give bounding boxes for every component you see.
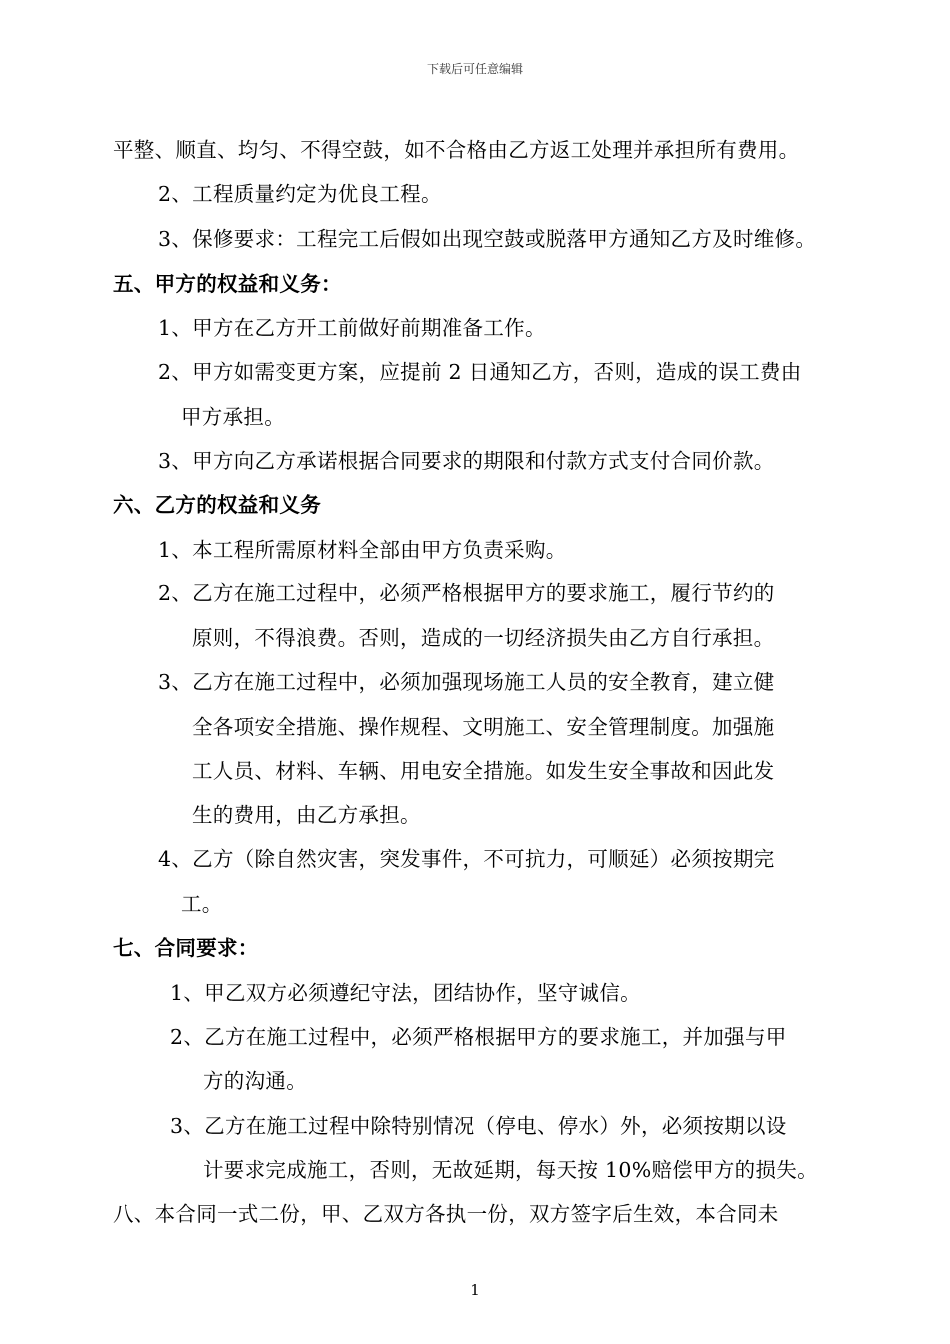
list-item-continuation: 原则，不得浪费。否则，造成的一切经济损失由乙方自行承担。 (192, 626, 775, 650)
list-item: 1、甲方在乙方开工前做好前期准备工作。 (158, 316, 546, 340)
section-heading: 六、乙方的权益和义务 (113, 493, 321, 517)
list-item: 3、甲方向乙方承诺根据合同要求的期限和付款方式支付合同价款。 (158, 449, 775, 473)
list-item-continuation: 甲方承担。 (181, 405, 285, 429)
list-item: 2、乙方在施工过程中，必须严格根据甲方的要求施工，并加强与甲 (170, 1025, 787, 1049)
list-item: 1、甲乙双方必须遵纪守法，团结协作，坚守诚信。 (170, 981, 641, 1005)
list-item: 3、乙方在施工过程中除特别情况（停电、停水）外，必须按期以设 (170, 1114, 787, 1138)
section-heading: 五、甲方的权益和义务： (113, 272, 342, 296)
section-heading: 七、合同要求： (113, 936, 259, 960)
paragraph-line: 八、本合同一式二份，甲、乙双方各执一份，双方签字后生效，本合同未 (113, 1202, 779, 1226)
list-item-continuation: 工人员、材料、车辆、用电安全措施。如发生安全事故和因此发 (192, 759, 775, 783)
list-item: 3、乙方在施工过程中，必须加强现场施工人员的安全教育，建立健 (158, 670, 775, 694)
paragraph-line: 平整、顺直、均匀、不得空鼓，如不合格由乙方返工处理并承担所有费用。 (113, 138, 800, 162)
list-item: 2、乙方在施工过程中，必须严格根据甲方的要求施工，履行节约的 (158, 581, 775, 605)
list-item-continuation: 工。 (181, 892, 223, 916)
list-item: 4、乙方（除自然灾害，突发事件，不可抗力，可顺延）必须按期完 (158, 847, 775, 871)
list-item: 2、工程质量约定为优良工程。 (158, 182, 442, 206)
list-item: 3、保修要求：工程完工后假如出现空鼓或脱落甲方通知乙方及时维修。 (158, 227, 817, 251)
list-item: 1、本工程所需原材料全部由甲方负责采购。 (158, 538, 567, 562)
page-number: 1 (470, 1281, 480, 1299)
list-item-continuation: 生的费用，由乙方承担。 (192, 803, 421, 827)
list-item-continuation: 全各项安全措施、操作规程、文明施工、安全管理制度。加强施 (192, 715, 775, 739)
list-item: 2、甲方如需变更方案，应提前 2 日通知乙方，否则，造成的误工费由 (158, 360, 802, 384)
page-header: 下载后可任意编辑 (426, 62, 523, 76)
list-item-continuation: 方的沟通。 (203, 1069, 307, 1093)
list-item-continuation: 计要求完成施工，否则，无故延期，每天按 10%赔偿甲方的损失。 (203, 1158, 818, 1182)
